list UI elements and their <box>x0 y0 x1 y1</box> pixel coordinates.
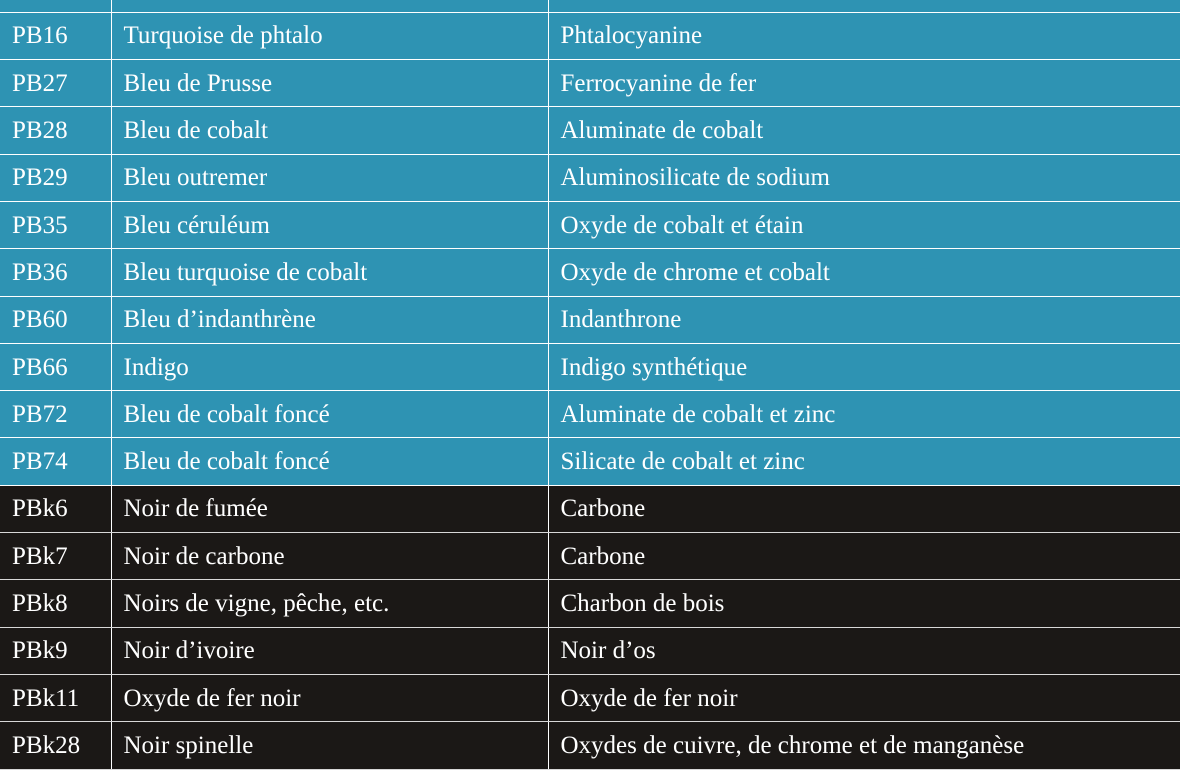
pigment-name-cell: Noir de carbone <box>111 533 548 580</box>
pigment-name-cell: Noir de fumée <box>111 485 548 532</box>
table-row <box>0 249 1180 296</box>
pigment-composition-cell: Silicate de cobalt et zinc <box>548 438 1180 485</box>
pigment-name-cell <box>111 0 548 12</box>
pigment-composition-cell: Aluminate de cobalt et zinc <box>548 391 1180 438</box>
pigment-code-cell: PBk6 <box>0 485 111 532</box>
pigment-code-cell: PB66 <box>0 343 111 390</box>
pigment-code-cell: PBk7 <box>0 533 111 580</box>
table-row <box>0 154 1180 201</box>
pigment-name-cell: Bleu de cobalt foncé <box>111 438 548 485</box>
table-row <box>0 438 1180 485</box>
pigment-code-cell: PB28 <box>0 107 111 154</box>
pigment-code-cell: PB29 <box>0 154 111 201</box>
pigment-composition-cell: Phtalocyanine <box>548 12 1180 59</box>
table-row <box>0 580 1180 627</box>
pigment-composition-cell: Carbone <box>548 533 1180 580</box>
pigment-composition-cell: Oxyde de cobalt et étain <box>548 201 1180 248</box>
table-row <box>0 627 1180 674</box>
table-row <box>0 343 1180 390</box>
pigment-code-cell: PBk9 <box>0 627 111 674</box>
pigment-name-cell: Bleu de cobalt foncé <box>111 391 548 438</box>
pigment-name-cell: Noir spinelle <box>111 722 548 769</box>
pigment-composition-cell: Oxyde de chrome et cobalt <box>548 249 1180 296</box>
table-row <box>0 722 1180 769</box>
pigment-composition-cell: Aluminosilicate de sodium <box>548 154 1180 201</box>
pigment-name-cell: Indigo <box>111 343 548 390</box>
pigment-code-cell: PB36 <box>0 249 111 296</box>
table-row <box>0 485 1180 532</box>
pigment-name-cell: Turquoise de phtalo <box>111 12 548 59</box>
pigment-composition-cell: Ferrocyanine de fer <box>548 60 1180 107</box>
table-row <box>0 201 1180 248</box>
pigment-code-cell: PB27 <box>0 60 111 107</box>
table-row <box>0 391 1180 438</box>
pigment-composition-cell: Indigo synthétique <box>548 343 1180 390</box>
pigment-composition-cell: Charbon de bois <box>548 580 1180 627</box>
pigment-name-cell: Bleu de Prusse <box>111 60 548 107</box>
pigment-name-cell: Noir d’ivoire <box>111 627 548 674</box>
pigment-code-cell: PB74 <box>0 438 111 485</box>
pigment-composition-cell: Oxyde de fer noir <box>548 674 1180 721</box>
pigment-composition-cell: Noir d’os <box>548 627 1180 674</box>
table-row <box>0 0 1180 12</box>
pigment-name-cell: Bleu de cobalt <box>111 107 548 154</box>
table-row <box>0 107 1180 154</box>
pigment-code-cell: PB16 <box>0 12 111 59</box>
pigment-name-cell: Bleu outremer <box>111 154 548 201</box>
pigment-code-cell: PB72 <box>0 391 111 438</box>
pigment-name-cell: Noirs de vigne, pêche, etc. <box>111 580 548 627</box>
table-row <box>0 296 1180 343</box>
pigment-composition-cell <box>548 0 1180 12</box>
pigment-composition-cell: Carbone <box>548 485 1180 532</box>
table-row <box>0 533 1180 580</box>
table-row <box>0 60 1180 107</box>
table-row <box>0 674 1180 721</box>
pigment-code-cell: PBk8 <box>0 580 111 627</box>
pigment-composition-cell: Aluminate de cobalt <box>548 107 1180 154</box>
pigment-name-cell: Oxyde de fer noir <box>111 674 548 721</box>
pigment-composition-cell: Indanthrone <box>548 296 1180 343</box>
pigment-code-cell: PBk11 <box>0 674 111 721</box>
table-row <box>0 12 1180 59</box>
pigment-name-cell: Bleu céruléum <box>111 201 548 248</box>
pigment-composition-cell: Oxydes de cuivre, de chrome et de manganèse <box>548 722 1180 769</box>
pigment-code-cell <box>0 0 111 12</box>
pigment-name-cell: Bleu turquoise de cobalt <box>111 249 548 296</box>
pigment-code-cell: PB60 <box>0 296 111 343</box>
pigment-code-cell: PBk28 <box>0 722 111 769</box>
pigment-code-cell: PB35 <box>0 201 111 248</box>
pigment-name-cell: Bleu d’indanthrène <box>111 296 548 343</box>
